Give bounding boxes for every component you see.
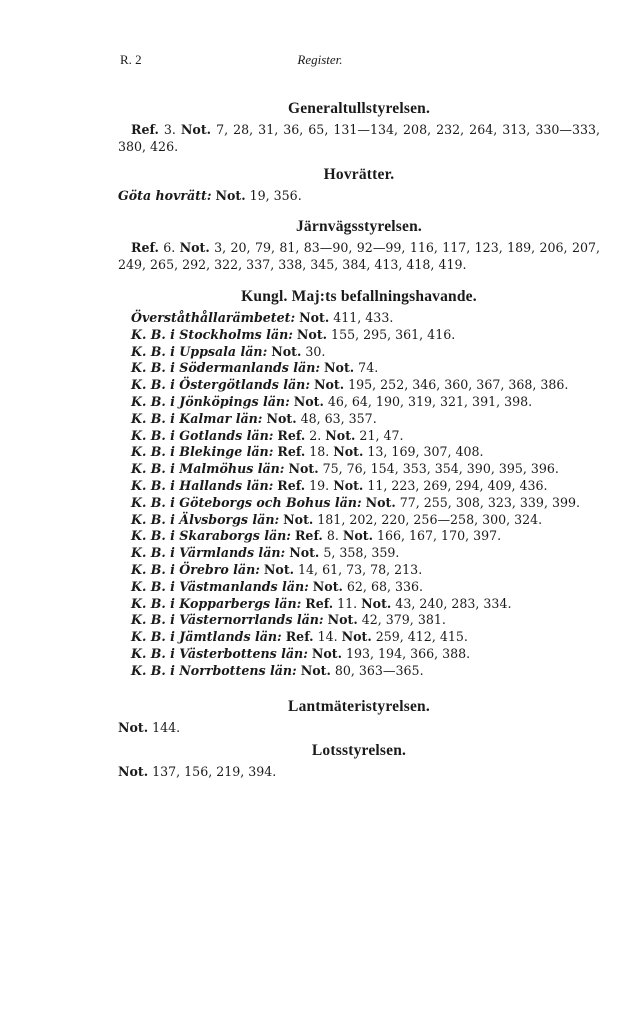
register-entry [118, 512, 600, 529]
register-entry [118, 240, 600, 274]
reference-keyword: Not. [311, 645, 342, 661]
entry-label: K. B. i Västerbottens län: [131, 645, 308, 661]
reference-keyword: Not. [215, 187, 246, 203]
reference-numbers: 14, 61, 73, 78, 213. [294, 561, 423, 577]
register-entry [118, 612, 600, 629]
reference-numbers: 137, 156, 219, 394. [148, 764, 277, 780]
reference-numbers: 13, 169, 307, 408. [363, 444, 484, 460]
running-title: Register. [297, 52, 343, 67]
reference-numbers: 7, 28, 31, 36, 65, 131—134, 208, 232, 264, 313, 330—333, 380, 426. [118, 122, 600, 154]
reference-keyword: Not. [365, 494, 396, 510]
reference-numbers: 166, 167, 170, 397. [372, 528, 502, 544]
reference-numbers: 5, 358, 359. [319, 545, 400, 561]
reference-numbers: 8. [322, 528, 343, 544]
page-label: R. 2 [120, 52, 142, 67]
entry-label: K. B. i Stockholms län: [131, 326, 293, 342]
reference-keyword: Not. [361, 595, 392, 611]
reference-keyword: Ref. [131, 122, 159, 137]
reference-numbers: 19. [305, 477, 334, 493]
reference-keyword: Not. [314, 377, 345, 393]
reference-keyword: Ref. [277, 477, 306, 493]
reference-numbers: 42, 379, 381. [357, 612, 446, 628]
reference-numbers: 6. [158, 240, 180, 256]
reference-numbers: 30. [301, 343, 326, 359]
reference-keyword: Not. [266, 410, 297, 426]
reference-keyword: Not. [271, 343, 302, 359]
reference-numbers: 43, 240, 283, 334. [391, 595, 512, 611]
section-heading: Kungl. Maj:ts befallningshavande. [241, 287, 477, 305]
reference-keyword: Not. [263, 561, 295, 577]
reference-keyword: Not. [180, 122, 212, 137]
reference-keyword: Not. [299, 309, 330, 325]
reference-keyword: Ref. [285, 629, 314, 645]
reference-numbers: 193, 194, 366, 388. [342, 645, 471, 661]
reference-numbers: 411, 433. [329, 309, 394, 325]
register-entry [118, 394, 600, 411]
reference-keyword: Ref. [277, 427, 306, 443]
reference-numbers: 62, 68, 336. [342, 578, 424, 594]
entry-label: K. B. i Örebro län: [131, 561, 260, 577]
register-content [118, 90, 600, 781]
reference-keyword: Ref. [305, 595, 334, 611]
reference-keyword: Not. [341, 629, 372, 645]
reference-keyword: Ref. [294, 528, 323, 544]
register-entry [118, 188, 600, 205]
entry-label: K. B. i Södermanlands län: [131, 360, 321, 376]
reference-numbers: 155, 295, 361, 416. [327, 326, 456, 342]
register-entry [118, 360, 600, 377]
reference-numbers: 21, 47. [355, 427, 404, 443]
reference-numbers: 80, 363—365. [330, 662, 424, 678]
reference-numbers: 3. [158, 122, 181, 137]
reference-numbers: 46, 64, 190, 319, 321, 391, 398. [323, 393, 533, 409]
register-entry [118, 579, 600, 596]
reference-numbers: 74. [354, 360, 379, 376]
reference-numbers: 48, 63, 357. [296, 410, 377, 426]
register-entry [118, 663, 600, 680]
reference-numbers: 3, 20, 79, 81, 83—90, 92—99, 116, 117, 123, 189, 206, 207, 249, 265, 292, 322, 337, 338, 345, 384, 413, 418, 419. [118, 240, 600, 273]
section-heading: Generaltullstyrelsen. [287, 100, 431, 117]
reference-keyword: Ref. [131, 240, 159, 256]
section-heading: Lantmäteristyrelsen. [288, 697, 430, 715]
reference-keyword: Not. [324, 360, 355, 376]
register-entry [118, 629, 600, 646]
register-entry [118, 478, 600, 495]
register-entry [118, 562, 600, 579]
reference-keyword: Not. [325, 427, 356, 443]
register-entry [118, 495, 600, 512]
reference-keyword: Not. [118, 764, 149, 780]
reference-keyword: Not. [296, 326, 328, 342]
reference-keyword: Not. [327, 612, 358, 628]
entry-label: Överståthållarämbetet: [131, 309, 296, 325]
reference-keyword: Not. [333, 477, 364, 493]
reference-numbers: 2. [305, 427, 326, 443]
section-heading: Lotsstyrelsen. [311, 742, 407, 760]
reference-numbers: 11. [333, 595, 362, 611]
reference-numbers: 77, 255, 308, 323, 339, 399. [395, 494, 580, 510]
entry-label: K. B. i Jönköpings län: [131, 393, 290, 409]
entry-label: K. B. i Östergötlands län: [131, 377, 310, 393]
register-entry [118, 122, 600, 156]
reference-numbers: 259, 412, 415. [371, 629, 468, 645]
reference-numbers: 19, 356. [245, 187, 302, 203]
entry-label: K. B. i Värmlands län: [131, 545, 286, 561]
entry-label: Göta hovrätt: [118, 187, 212, 203]
reference-numbers: 18. [305, 444, 334, 460]
register-entry [118, 646, 600, 663]
entry-label: K. B. i Kalmar län: [131, 410, 263, 426]
reference-keyword: Not. [333, 444, 364, 460]
register-entry [118, 428, 600, 445]
reference-keyword: Not. [288, 461, 319, 477]
entry-label: K. B. i Göteborgs och Bohus län: [131, 494, 362, 510]
entry-label: K. B. i Skaraborgs län: [131, 528, 291, 544]
reference-numbers: 14. [313, 629, 342, 645]
reference-keyword: Not. [289, 545, 320, 561]
register-entry [118, 528, 600, 545]
entry-label: K. B. i Hallands län: [131, 477, 274, 493]
section-heading: Hovrätter. [323, 165, 395, 183]
entry-label: K. B. i Kopparbergs län: [131, 595, 302, 611]
register-entry [118, 377, 600, 394]
reference-keyword: Not. [312, 578, 343, 594]
reference-keyword: Not. [293, 393, 324, 409]
entry-label: K. B. i Uppsala län: [131, 343, 268, 359]
reference-numbers: 195, 252, 346, 360, 367, 368, 386. [344, 377, 569, 393]
register-entry [118, 720, 600, 737]
entry-label: K. B. i Blekinge län: [131, 444, 274, 460]
reference-numbers: 181, 202, 220, 256—258, 300, 324. [313, 511, 543, 527]
reference-keyword: Not. [300, 662, 331, 678]
reference-keyword: Not. [179, 240, 210, 256]
reference-keyword: Not. [118, 719, 149, 735]
entry-label: K. B. i Jämtlands län: [131, 629, 282, 645]
entry-label: K. B. i Malmöhus län: [131, 461, 285, 477]
reference-keyword: Ref. [277, 444, 306, 460]
reference-numbers: 144. [148, 719, 181, 735]
reference-keyword: Not. [283, 511, 314, 527]
register-entry [118, 545, 600, 562]
register-entry [118, 444, 600, 461]
entry-label: K. B. i Västernorrlands län: [131, 612, 324, 628]
entry-label: K. B. i Norrbottens län: [131, 662, 297, 678]
register-entry [118, 461, 600, 478]
reference-keyword: Not. [342, 528, 373, 544]
register-entry [118, 411, 600, 428]
register-entry [118, 327, 600, 344]
register-entry [118, 344, 600, 361]
entry-label: K. B. i Västmanlands län: [131, 578, 309, 594]
entry-label: K. B. i Älvsborgs län: [131, 511, 280, 527]
section-heading: Järnvägsstyrelsen. [295, 218, 423, 236]
reference-numbers: 75, 76, 154, 353, 354, 390, 395, 396. [318, 461, 559, 477]
entry-label: K. B. i Gotlands län: [131, 427, 274, 443]
register-entry [118, 596, 600, 613]
register-entry [118, 310, 600, 327]
reference-numbers: 11, 223, 269, 294, 409, 436. [363, 477, 548, 493]
register-entry [118, 764, 600, 781]
